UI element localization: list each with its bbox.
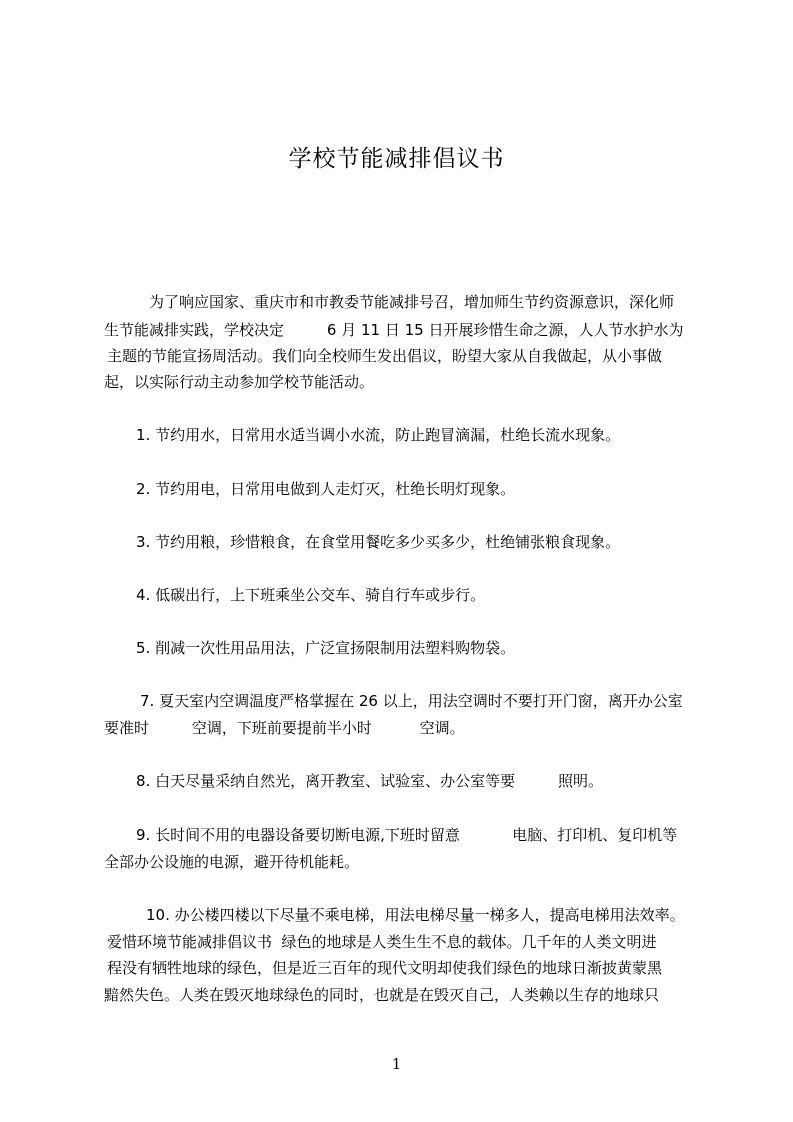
item-10-line-1: 10. 办公楼四楼以下尽量不乘电梯，用法电梯尽量一梯多人，提高电梯用法效率。 [146, 906, 685, 924]
item-7-line-1: 7. 夏天室内空调温度严格掌握在 26 以上，用法空调时不要打开门窗，离开办公室 [140, 692, 683, 710]
item-1: 1. 节约用水，日常用水适当调小水流，防止跑冒滴漏，杜绝长流水现象。 [136, 426, 621, 444]
item-10-line-3: 程没有牺牲地球的绿色，但是近三百年的现代文明却使我们绿色的地球日渐披黄蒙黑 [107, 959, 663, 977]
item-9-line-1: 9. 长时间不用的电器设备要切断电源,下班时留意 电脑、打印机、复印机等 [136, 826, 678, 844]
item-4: 4. 低碳出行，上下班乘坐公交车、骑自行车或步行。 [136, 586, 486, 604]
intro-line-3: 主题的节能宣扬周活动。我们向全校师生发出倡议，盼望大家从自我做起，从小事做 [107, 347, 663, 365]
item-10-line-2: 爱惜环境节能减排倡议书 绿色的地球是人类生生不息的载体。几千年的人类文明进 [107, 933, 657, 951]
intro-line-4: 起，以实际行动主动参加学校节能活动。 [104, 373, 375, 391]
page-number: 1 [391, 1055, 402, 1073]
item-7-line-2: 要准时 空调，下班前要提前半小时 空调。 [104, 719, 465, 737]
item-3: 3. 节约用粮，珍惜粮食，在食堂用餐吃多少买多少，杜绝铺张粮食现象。 [136, 533, 621, 551]
item-9-line-2: 全部办公设施的电源，避开待机能耗。 [104, 853, 360, 871]
item-2: 2. 节约用电，日常用电做到人走灯灭，杜绝长明灯现象。 [136, 480, 516, 498]
intro-line-1: 为了响应国家、重庆市和市教委节能减排号召，增加师生节约资源意识，深化师 [149, 293, 675, 311]
item-10-line-4: 黯然失色。人类在毁灭地球绿色的同时，也就是在毁灭自己，人类赖以生存的地球只 [104, 986, 660, 1004]
document-title: 学校节能减排倡议书 [288, 146, 505, 172]
item-8: 8. 白天尽量采纳自然光，离开教室、试验室、办公室等要 照明。 [136, 772, 603, 790]
intro-line-2: 生节能减排实践，学校决定 6 月 11 日 15 日开展珍惜生命之源，人人节水护水为 [104, 321, 684, 339]
item-5: 5. 削减一次性用品用法，广泛宣扬限制用法塑料购物袋。 [136, 639, 516, 657]
